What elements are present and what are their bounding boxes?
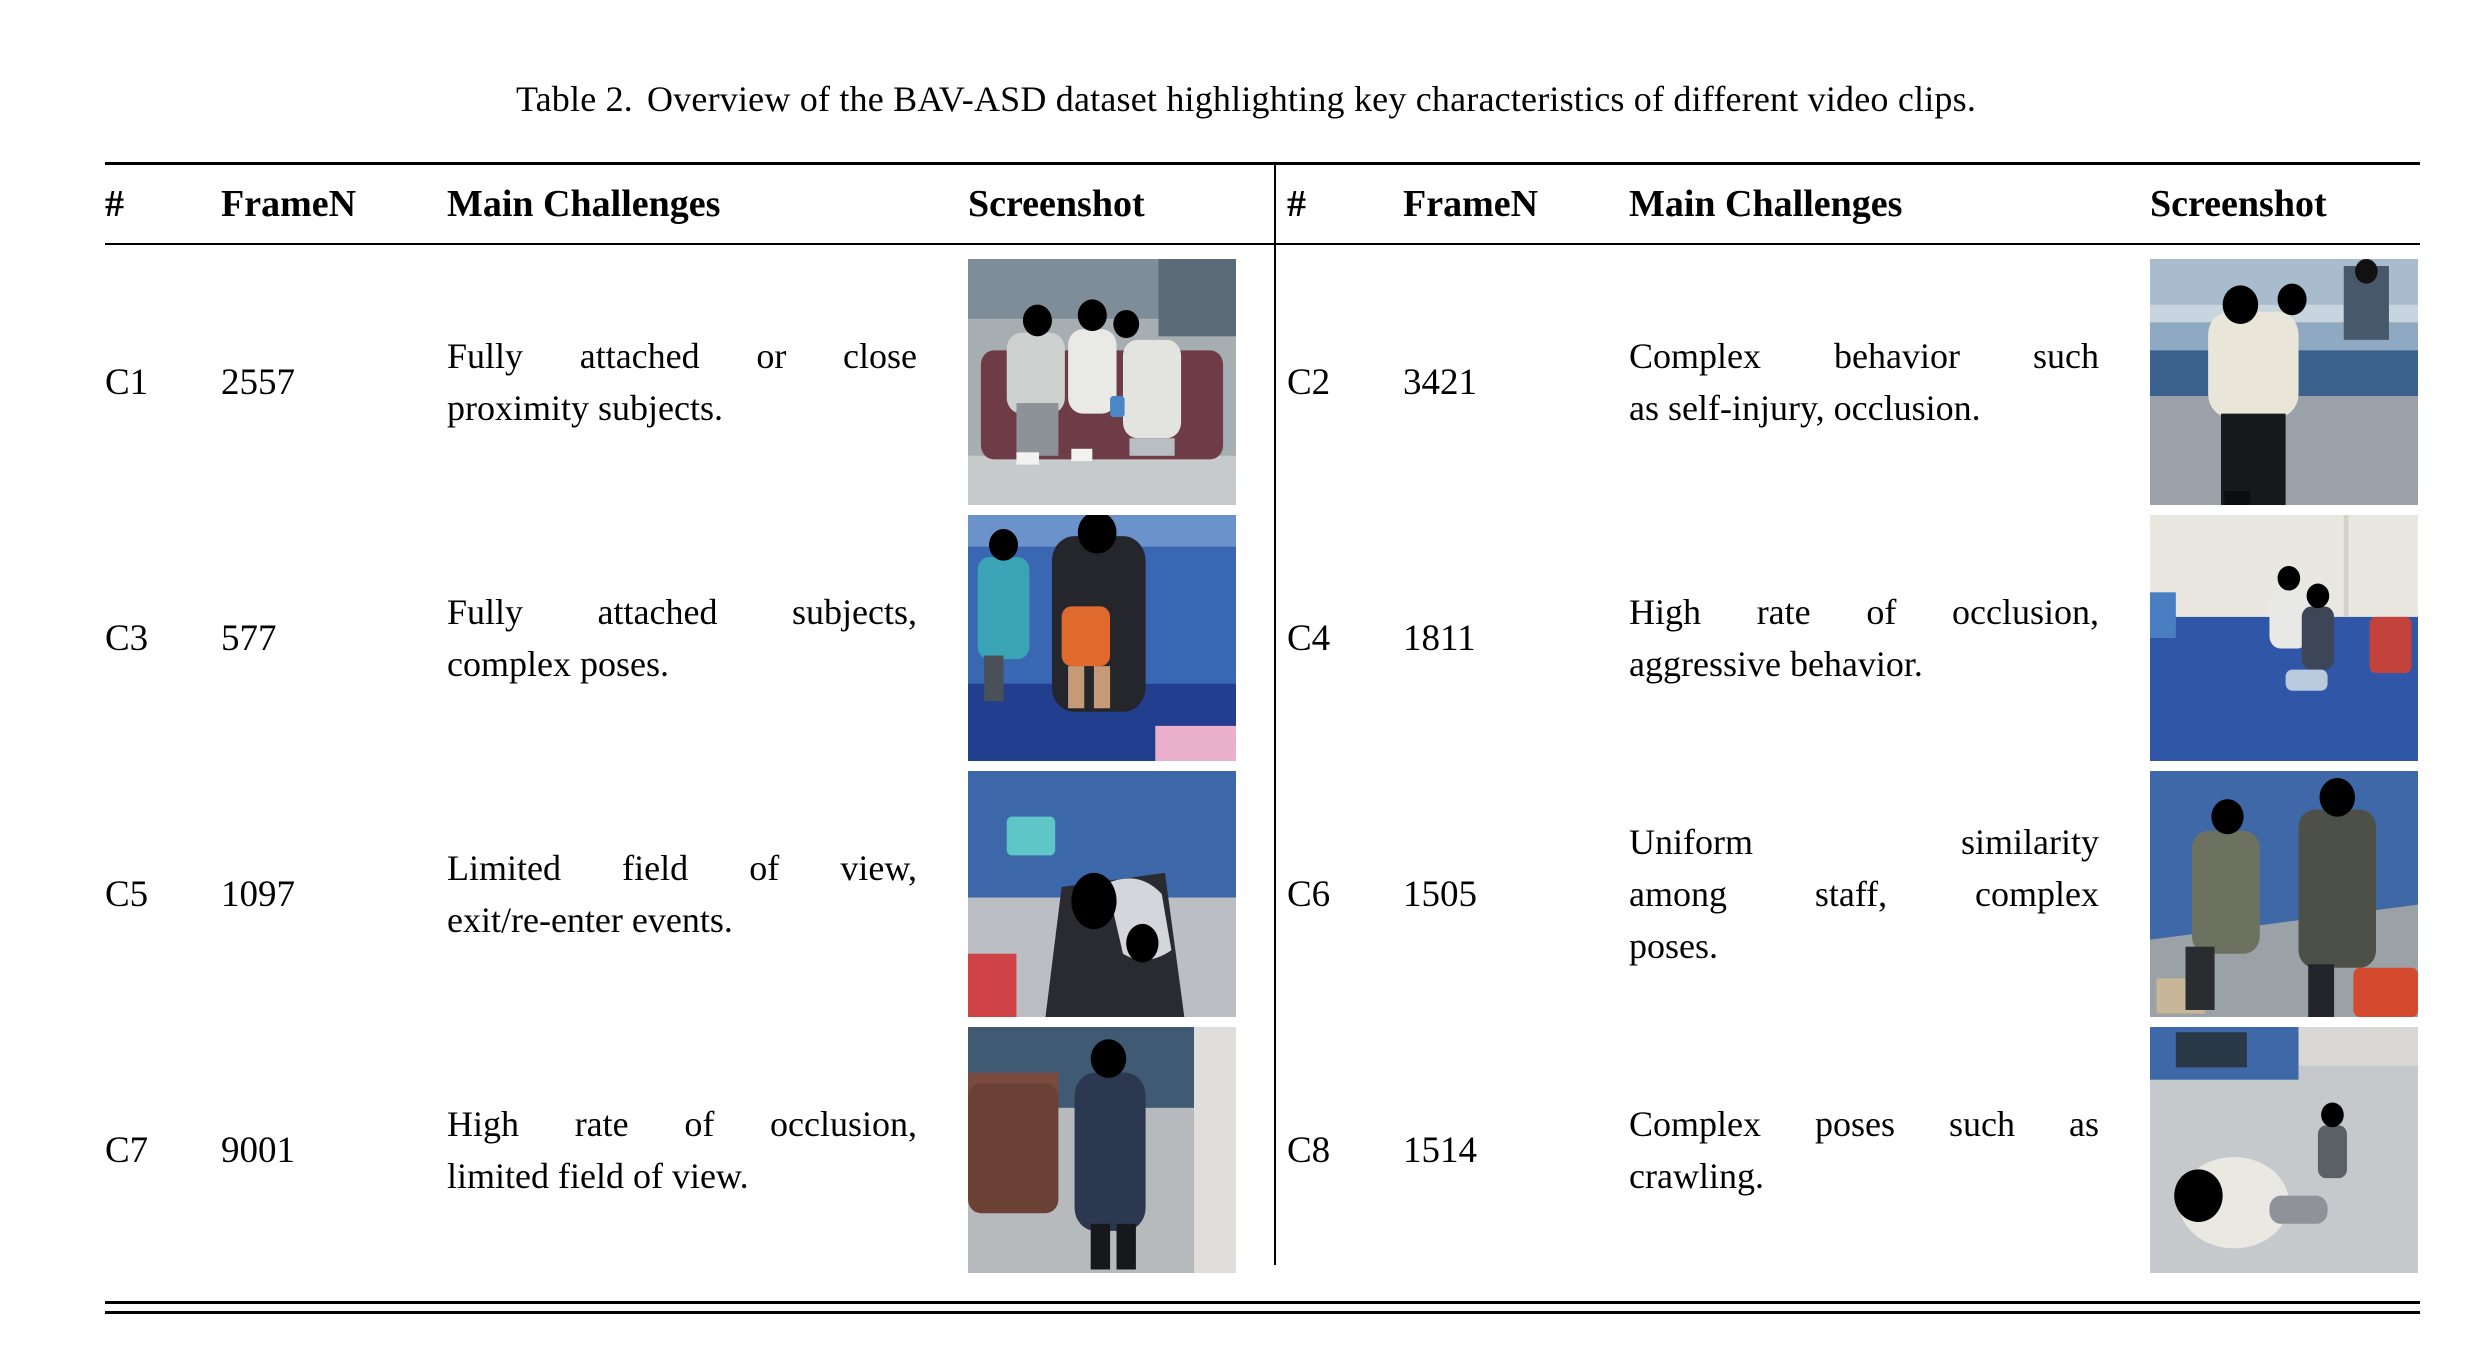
table-row-2 [105, 515, 2420, 761]
table-header-right [1287, 165, 2420, 243]
table-bottom-rule-1 [105, 1301, 2420, 1304]
clip-screenshot-c3 [968, 515, 1236, 761]
clip-id: C5 [105, 873, 149, 915]
clip-screenshot-c2 [2150, 259, 2418, 505]
clip-row-c3 [105, 515, 1238, 761]
clip-framecount: 1097 [221, 873, 295, 915]
col-header-framen-left: FrameN [221, 183, 357, 225]
clip-screenshot-c7 [968, 1027, 1236, 1273]
surveillance-frame-c2 [2150, 259, 2418, 505]
clip-framecount: 1514 [1403, 1129, 1477, 1171]
table-header-row [105, 165, 2420, 245]
clip-row-c5 [105, 771, 1238, 1017]
clip-screenshot-c5 [968, 771, 1236, 1017]
clip-row-c8 [1287, 1027, 2420, 1273]
col-header-challenges-right: Main Challenges [1629, 183, 1903, 225]
clip-row-c6 [1287, 771, 2420, 1017]
col-header-framen-right: FrameN [1403, 183, 1539, 225]
clip-id: C2 [1287, 361, 1331, 403]
table-caption-text: Overview of the BAV-ASD dataset highlighting key characteristics of different video clips. [647, 79, 1977, 119]
clip-challenges: Fully attached subjects, complex poses. [447, 591, 917, 684]
clip-row-c4 [1287, 515, 2420, 761]
row-gap [1238, 259, 1287, 505]
clip-challenges: Uniform similarity among staff, complex poses. [1629, 821, 2099, 967]
surveillance-frame-c3 [968, 515, 1236, 761]
table-body [105, 245, 2420, 1301]
clip-framecount: 577 [221, 617, 277, 659]
row-gap [1238, 1027, 1287, 1273]
table-caption-label: Table 2. [515, 79, 633, 119]
surveillance-frame-c1 [968, 259, 1236, 505]
clip-challenges: Fully attached or close proximity subjects. [447, 335, 917, 428]
clip-row-c1 [105, 259, 1238, 505]
clip-id: C4 [1287, 617, 1331, 659]
clip-challenges: High rate of occlusion, limited field of view. [447, 1103, 917, 1196]
surveillance-frame-c4 [2150, 515, 2418, 761]
table-row-1 [105, 259, 2420, 505]
clip-id: C1 [105, 361, 149, 403]
row-gap [1238, 515, 1287, 761]
clip-screenshot-c8 [2150, 1027, 2418, 1273]
clip-framecount: 3421 [1403, 361, 1477, 403]
surveillance-frame-c7 [968, 1027, 1236, 1273]
clip-framecount: 2557 [221, 361, 295, 403]
table-header-left [105, 165, 1238, 243]
table-bottom-rule-2 [105, 1311, 2420, 1314]
clip-challenges: Complex behavior such as self-injury, occlusion. [1629, 335, 2099, 428]
col-header-screenshot-left: Screenshot [968, 183, 1145, 225]
clip-framecount: 1505 [1403, 873, 1477, 915]
dataset-overview-table [105, 162, 2420, 1314]
surveillance-frame-c8 [2150, 1027, 2418, 1273]
table-row-3 [105, 771, 2420, 1017]
row-gap [1238, 771, 1287, 1017]
clip-row-c2 [1287, 259, 2420, 505]
clip-screenshot-c1 [968, 259, 1236, 505]
col-header-num-left: # [105, 183, 124, 225]
clip-id: C7 [105, 1129, 149, 1171]
clip-challenges: Limited field of view, exit/re-enter events. [447, 847, 917, 940]
clip-id: C6 [1287, 873, 1331, 915]
clip-screenshot-c4 [2150, 515, 2418, 761]
surveillance-frame-c6 [2150, 771, 2418, 1017]
clip-id: C3 [105, 617, 149, 659]
clip-row-c7 [105, 1027, 1238, 1273]
clip-framecount: 9001 [221, 1129, 295, 1171]
clip-id: C8 [1287, 1129, 1331, 1171]
col-header-challenges-left: Main Challenges [447, 183, 721, 225]
table-caption [0, 0, 2492, 120]
surveillance-frame-c5 [968, 771, 1236, 1017]
clip-screenshot-c6 [2150, 771, 2418, 1017]
table-column-divider [1274, 165, 1276, 1265]
table-row-4 [105, 1027, 2420, 1273]
col-header-screenshot-right: Screenshot [2150, 183, 2327, 225]
clip-challenges: High rate of occlusion, aggressive behavior. [1629, 591, 2099, 684]
col-header-num-right: # [1287, 183, 1306, 225]
clip-framecount: 1811 [1403, 617, 1476, 659]
clip-challenges: Complex poses such as crawling. [1629, 1103, 2099, 1196]
